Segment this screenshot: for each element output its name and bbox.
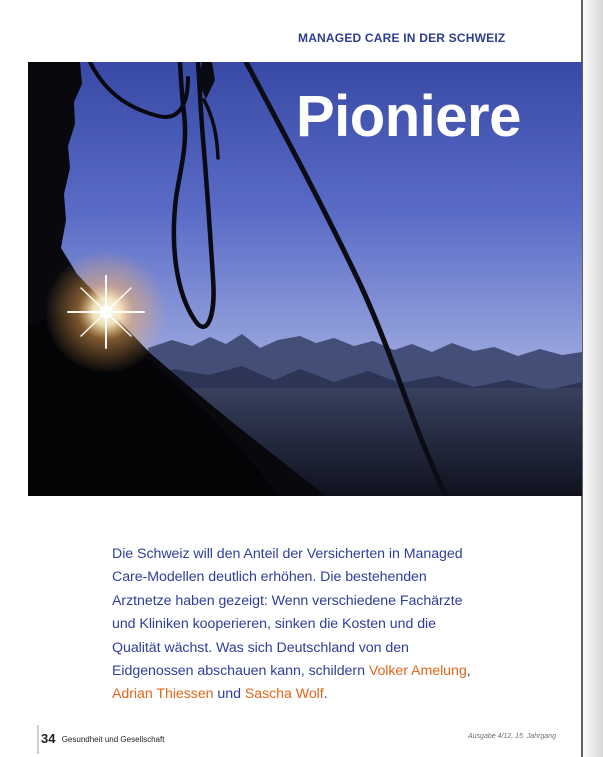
lead-end: .: [323, 686, 328, 703]
author-adrian-thiessen: Adrian Thiessen: [112, 686, 214, 703]
footer-corner-mark: [37, 725, 39, 754]
author-volker-amelung: Volker Amelung: [368, 663, 467, 680]
page-number: 34: [41, 731, 56, 746]
section-heading: MANAGED CARE IN DER SCHWEIZ: [298, 31, 506, 45]
lead-text: Die Schweiz will den Anteil der Versicherten in Managed Care-Modellen deutlich erhöhen. Die bestehenden Arztnetze haben gezeigt: Wenn verschiedene Fachärzte und Kliniken kooperieren, sinken die Kosten und die Qualität wächst. Was sich Deutschland von den Eidgenossen abschauen kann, schildern: [112, 546, 463, 680]
author-separator: ,: [466, 663, 471, 680]
page-footer-left: [41, 731, 164, 746]
article-lead: [112, 543, 472, 707]
author-connector: und: [213, 686, 245, 703]
issue-info: Ausgabe 4/12, 15. Jahrgang: [468, 733, 556, 740]
article-title: Pioniere: [296, 84, 521, 149]
author-sascha-wolf: Sascha Wolf: [244, 686, 324, 703]
publication-name: Gesundheit und Gesellschaft: [61, 735, 165, 744]
